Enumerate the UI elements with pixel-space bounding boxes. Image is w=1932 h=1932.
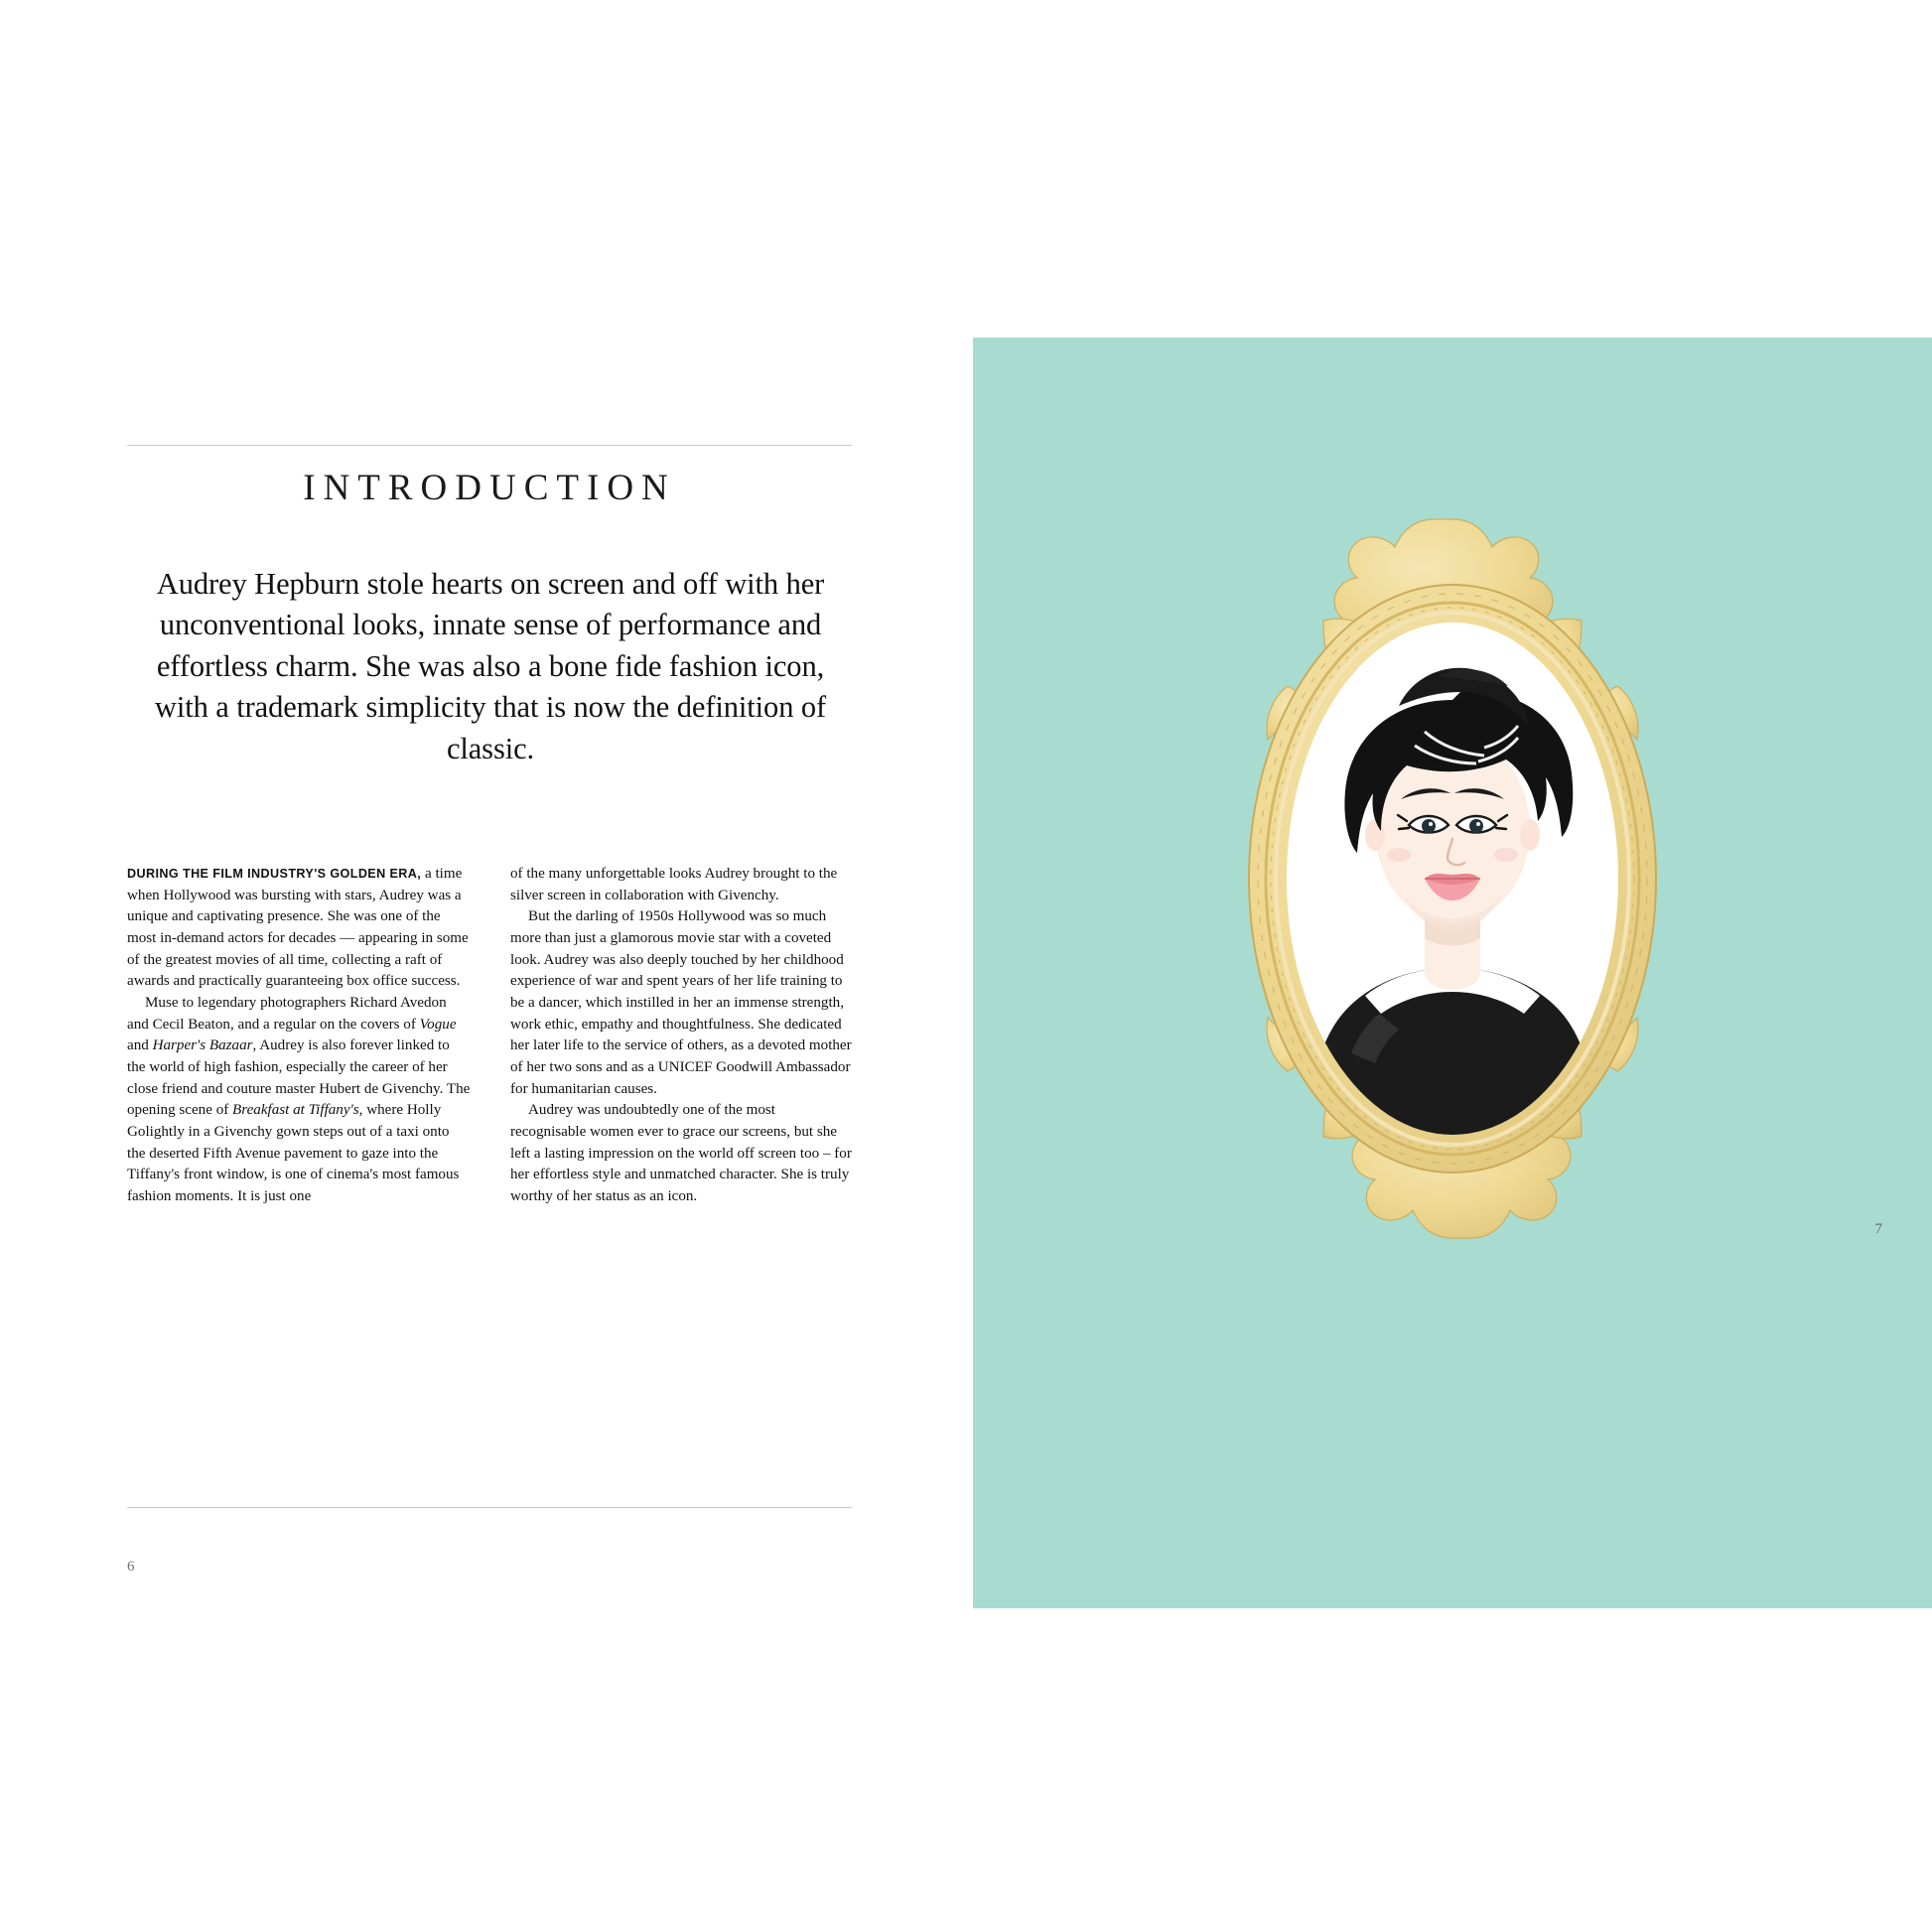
paragraph-lead <box>127 864 471 993</box>
right-page <box>973 338 1932 1608</box>
paragraph-closing: Audrey was undoubtedly one of the most recognisable women ever to grace our screens, but she left a lasting impression on the world off screen too – for her effortless style and unmatched character. She is truly worthy of her status as an icon. <box>510 1102 852 1204</box>
title-breakfast-at-tiffanys: Breakfast at Tiffany's <box>232 1102 359 1119</box>
lead-paragraph-rest: a time when Hollywood was bursting with stars, Audrey was a unique and captivating presence. She was one of the most in-demand actors for decades — appearing in some of the greatest movies of all time, collecting a raft of awards and practically guaranteeing box office success. <box>127 866 469 990</box>
folio-left: 6 <box>127 1559 135 1575</box>
title-vogue: Vogue <box>419 1016 457 1033</box>
portrait-illustration <box>1287 622 1618 1135</box>
muse-text-c: , Audrey is also forever linked to the world of high fashion, especially the career of her close friend and couture master Hubert de Givenchy. The opening scene of <box>127 1037 471 1119</box>
standfirst-paragraph: Audrey Hepburn stole hearts on screen and off with her unconventional looks, innate sense of performance and effortless charm. She was also a bone fide fashion icon, with a trademark simplicity that is now the definition of classic. <box>154 567 827 765</box>
body-columns <box>127 864 854 1479</box>
body-column-right <box>510 864 854 1479</box>
lead-in-label: DURING THE FILM INDUSTRY'S GOLDEN ERA, <box>127 867 422 881</box>
title-harpers-bazaar: Harper's Bazaar <box>152 1037 253 1054</box>
muse-text-d: , where Holly Golightly in a Givenchy gown steps out of a taxi onto the deserted Fifth Avenue pavement to gaze into the Tiffany's front window, is one of cinema's most famous fashion moments. It is just one <box>127 1102 460 1204</box>
paragraph-muse <box>127 993 471 1208</box>
divider-top <box>127 445 852 446</box>
body-column-left <box>127 864 471 1479</box>
left-page <box>0 338 966 1608</box>
audrey-hepburn-portrait-in-ornate-gold-oval-frame <box>1204 501 1701 1256</box>
folio-right: 7 <box>1874 1221 1882 1237</box>
muse-text-b: and <box>127 1037 153 1054</box>
divider-bottom <box>127 1507 852 1508</box>
page-title: INTRODUCTION <box>303 468 676 508</box>
paragraph-darling: But the darling of 1950s Hollywood was so much more than just a glamorous movie star with a coveted look. Audrey was also deeply touched by her childhood experience of war and spent years of her life training to be a dancer, which instilled in her an immense strength, work ethic, empathy and thoughtfulness. She dedicated her later life to the service of others, as a devoted mother of her two sons and as a UNICEF Goodwill Ambassador for humanitarian causes. <box>510 908 852 1097</box>
muse-text-a: Muse to legendary photographers Richard Avedon and Cecil Beaton, and a regular on the covers of <box>127 994 447 1033</box>
paragraph-continuation: of the many unforgettable looks Audrey brought to the silver screen in collaboration with Givenchy. <box>510 866 838 903</box>
